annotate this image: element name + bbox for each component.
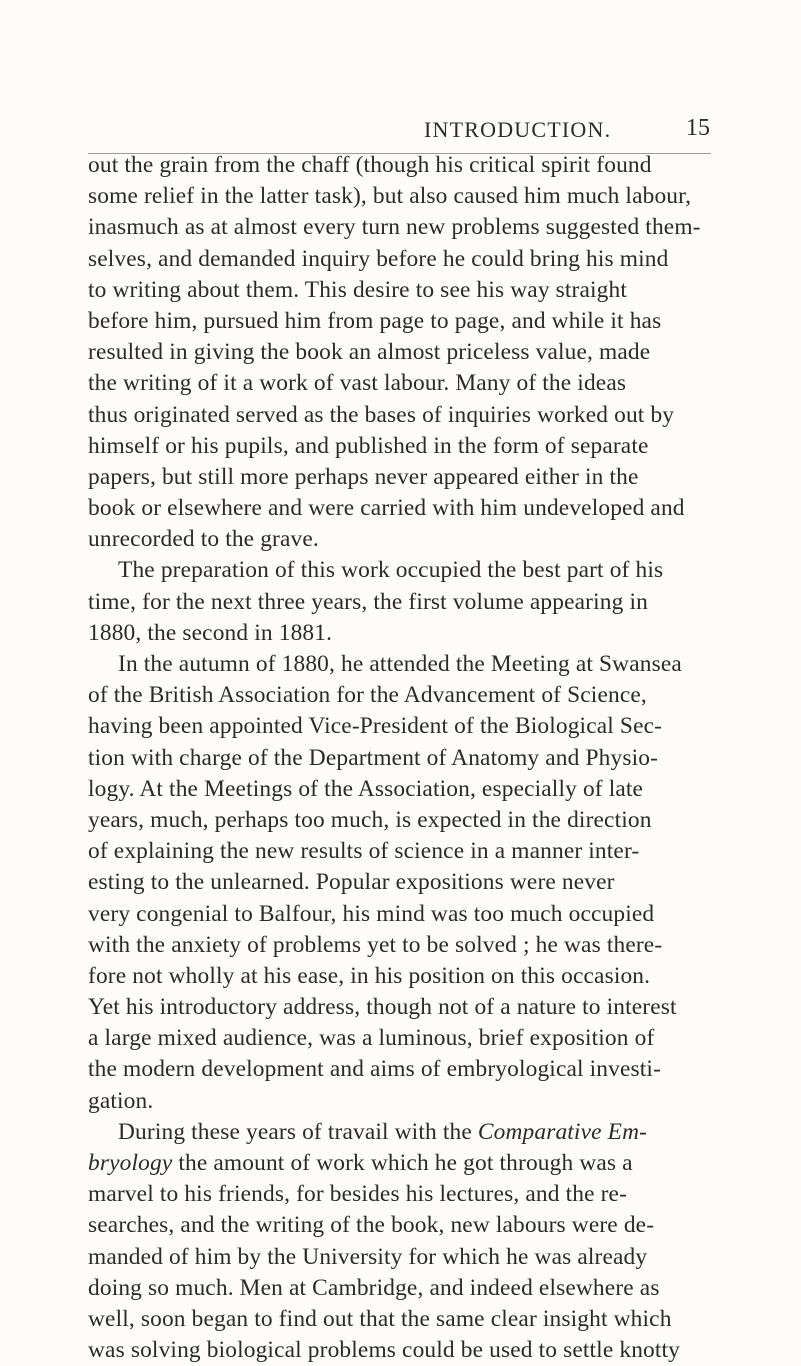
line-text: the amount of work which he got through was a — [172, 1150, 633, 1176]
page-number: 15 — [686, 115, 710, 141]
body-line: the modern development and aims of embryological investi- — [88, 1056, 662, 1083]
body-line: to writing about them. This desire to see his way straight — [88, 276, 628, 303]
running-title: INTRODUCTION. — [424, 117, 612, 142]
body-line: selves, and demanded inquiry before he could bring his mind — [88, 245, 669, 272]
body-line: doing so much. Men at Cambridge, and indeed elsewhere as — [88, 1274, 660, 1301]
body-line: years, much, perhaps too much, is expected in the direction — [88, 806, 652, 833]
body-lines-closing — [88, 1179, 718, 1366]
body-line — [88, 1148, 718, 1179]
body-line: himself or his pupils, and published in the form of separate — [88, 432, 649, 459]
body-line: with the anxiety of problems yet to be solved ; he was there- — [88, 931, 663, 958]
body-line: having been appointed Vice-President of the Biological Sec- — [88, 713, 663, 740]
body-line: Yet his introductory address, though not of a nature to interest — [88, 994, 677, 1021]
italic-book-title: bryology — [88, 1150, 173, 1176]
body-lines — [88, 150, 718, 1117]
body-line: a large mixed audience, was a luminous, brief exposition of — [88, 1025, 655, 1052]
body-line: 1880, the second in 1881. — [88, 619, 333, 646]
body-text — [88, 150, 718, 1366]
body-line: gation. — [88, 1087, 154, 1114]
body-line: inasmuch as at almost every turn new problems suggested them- — [88, 214, 701, 241]
body-line: the writing of it a work of vast labour. Many of the ideas — [88, 370, 627, 397]
body-line: searches, and the writing of the book, new labours were de- — [88, 1212, 655, 1239]
body-line: manded of him by the University for which he was already — [88, 1243, 648, 1270]
body-line: In the autumn of 1880, he attended the Meeting at Swansea — [118, 651, 682, 677]
line-text: During these years of travail with the — [118, 1118, 478, 1145]
body-line: well, soon began to find out that the same clear insight which — [88, 1305, 672, 1332]
body-line: was solving biological problems could be used to settle knotty — [88, 1337, 681, 1364]
body-line: esting to the unlearned. Popular expositions were never — [88, 869, 615, 896]
body-line: very congenial to Balfour, his mind was too much occupied — [88, 900, 655, 927]
body-line: out the grain from the chaff (though his critical spirit found — [88, 152, 652, 178]
body-line: of the British Association for the Advancement of Science, — [88, 682, 647, 709]
body-line: some relief in the latter task), but also caused him much labour, — [88, 183, 692, 210]
body-line: resulted in giving the book an almost priceless value, made — [88, 339, 651, 366]
body-line: marvel to his friends, for besides his lectures, and the re- — [88, 1181, 628, 1208]
body-line: time, for the next three years, the first volume appearing in — [88, 588, 648, 615]
running-head — [0, 117, 801, 147]
body-line: before him, pursued him from page to page, and while it has — [88, 307, 662, 334]
body-line: logy. At the Meetings of the Association, especially of late — [88, 775, 644, 802]
body-line: tion with charge of the Department of Anatomy and Physio- — [88, 744, 659, 771]
body-line: thus originated served as the bases of inquiries worked out by — [88, 401, 675, 428]
body-line: The preparation of this work occupied the best part of his — [118, 557, 664, 584]
body-line: fore not wholly at his ease, in his position on this occasion. — [88, 962, 651, 989]
italic-book-title: Comparative Em- — [477, 1118, 648, 1145]
body-line: book or elsewhere and were carried with him undeveloped and — [88, 495, 685, 522]
body-line: papers, but still more perhaps never appeared either in the — [88, 463, 639, 490]
body-line: unrecorded to the grave. — [88, 526, 319, 553]
body-line: of explaining the new results of science in a manner inter- — [88, 838, 640, 865]
body-line — [88, 1117, 718, 1148]
